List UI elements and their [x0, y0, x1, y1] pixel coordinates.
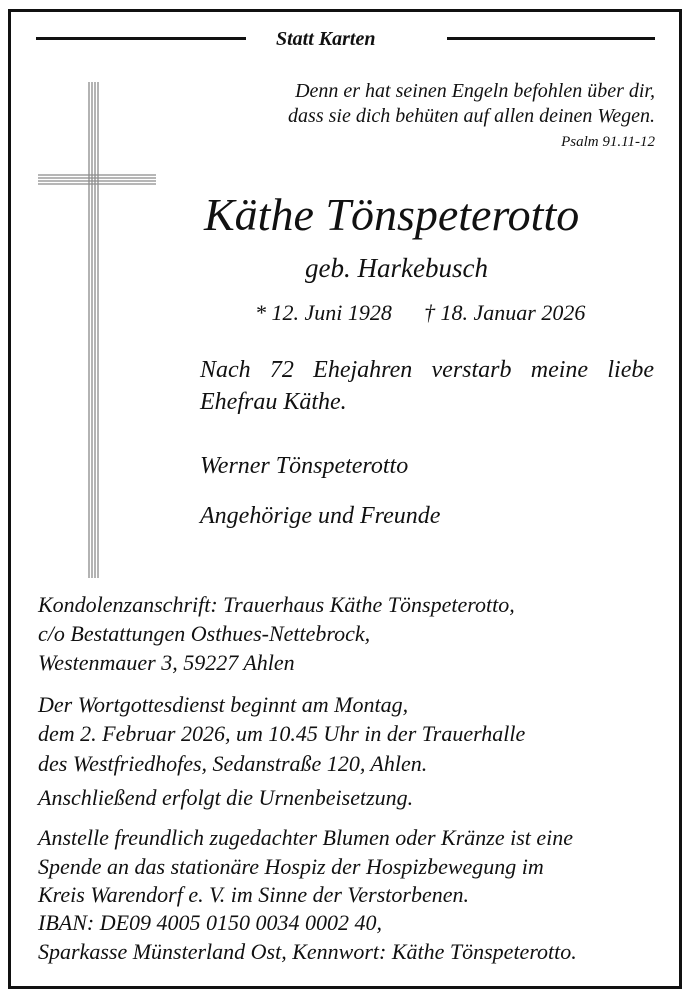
- death-date: † 18. Januar 2026: [424, 300, 586, 325]
- deceased-name: Käthe Tönspeterotto: [204, 189, 580, 240]
- header-title: Statt Karten: [276, 28, 376, 50]
- verse-line-1: Denn er hat seinen Engeln befohlen über dir,: [295, 80, 655, 102]
- mourner-1: Werner Tönspeterotto: [200, 453, 409, 479]
- verse-line-2: dass sie dich behüten auf allen deinen Wegen.: [288, 105, 655, 127]
- header-rule-left: [36, 37, 246, 40]
- deceased-birth-name: geb. Harkebusch: [305, 253, 488, 283]
- cross-icon: [36, 80, 156, 580]
- condolence-line-2: c/o Bestattungen Osthues-Nettebrock,: [38, 621, 371, 646]
- service-line-3: des Westfriedhofes, Sedanstraße 120, Ahlen.: [38, 751, 428, 776]
- birth-date: * 12. Juni 1928: [255, 300, 392, 325]
- donation-line-3: Kreis Warendorf e. V. im Sinne der Verstorbenen.: [38, 882, 470, 907]
- service-line-2: dem 2. Februar 2026, um 10.45 Uhr in der Trauerhalle: [38, 721, 526, 746]
- verse-reference: Psalm 91.11-12: [561, 134, 655, 150]
- donation-line-2: Spende an das stationäre Hospiz der Hospizbewegung im: [38, 854, 544, 879]
- donation-line-1: Anstelle freundlich zugedachter Blumen oder Kränze ist eine: [38, 825, 574, 850]
- donation-line-5: Sparkasse Münsterland Ost, Kennwort: Käthe Tönspeterotto.: [38, 939, 577, 964]
- condolence-line-3: Westenmauer 3, 59227 Ahlen: [38, 650, 295, 675]
- header-rule-right: [447, 37, 655, 40]
- mourner-2: Angehörige und Freunde: [200, 503, 441, 529]
- donation-line-4: IBAN: DE09 4005 0150 0034 0002 40,: [38, 910, 383, 935]
- message-line-1: Nach 72 Ehejahren verstarb meine liebe: [200, 357, 654, 383]
- service-line-1: Der Wortgottesdienst beginnt am Montag,: [38, 692, 409, 717]
- condolence-line-1: Kondolenzanschrift: Trauerhaus Käthe Tönspeterotto,: [38, 592, 515, 617]
- message-line-2: Ehefrau Käthe.: [200, 389, 347, 415]
- service-line-4: Anschließend erfolgt die Urnenbeisetzung.: [38, 785, 414, 810]
